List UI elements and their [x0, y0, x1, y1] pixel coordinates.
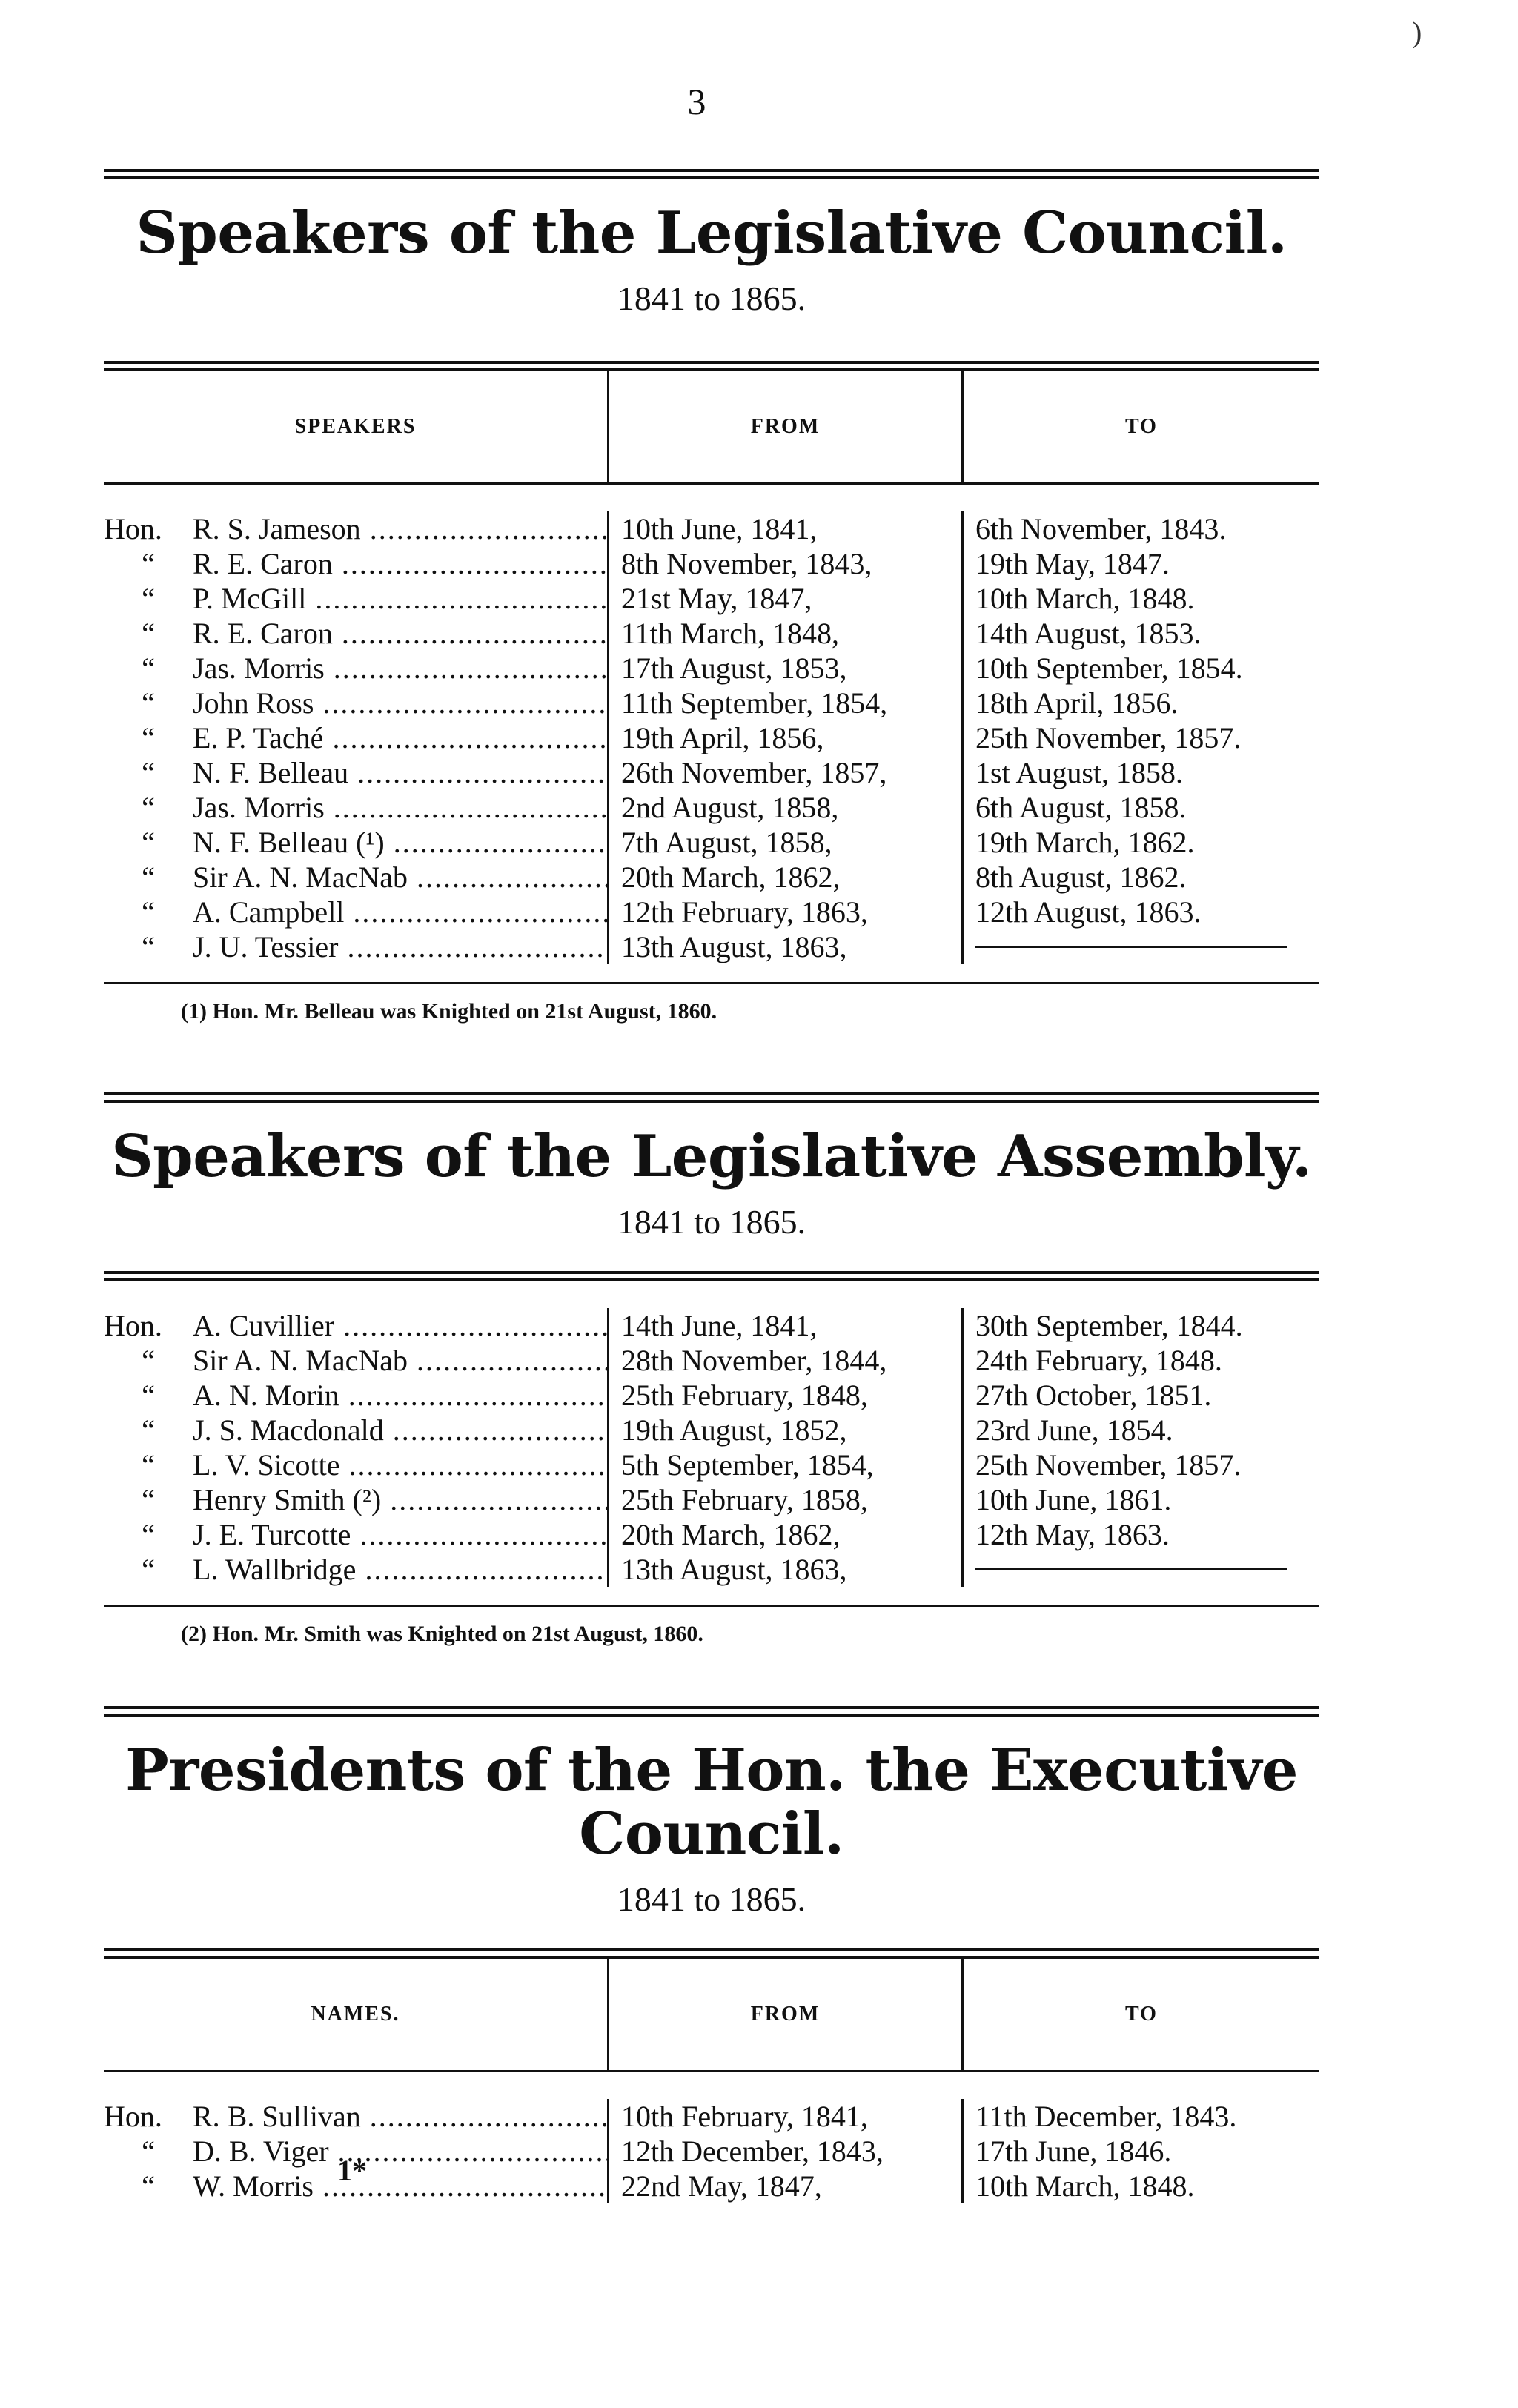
- name-cell: [104, 825, 609, 860]
- name-cell: [104, 1552, 609, 1587]
- person-name: A. N. Morin .....: [193, 1378, 607, 1413]
- from-date: 14th June, 1841,: [621, 1308, 818, 1342]
- to-cell: [964, 1378, 1319, 1413]
- to-cell: [964, 790, 1319, 825]
- person-name: R. B. Sullivan .....: [193, 2099, 607, 2134]
- table-row: [104, 929, 1319, 964]
- table-header: [104, 371, 1319, 485]
- header-speakers: SPEAKERS: [104, 371, 609, 482]
- name-cell: [104, 2099, 609, 2134]
- person-name: R. S. Jameson .....: [193, 511, 607, 546]
- name-prefix: “: [142, 616, 155, 650]
- from-date: 13th August, 1863,: [621, 929, 847, 963]
- from-cell: [609, 581, 964, 616]
- to-cell: [964, 511, 1319, 546]
- from-cell: [609, 1413, 964, 1447]
- table-row: [104, 1552, 1319, 1587]
- to-cell: [964, 755, 1319, 790]
- person-name: N. F. Belleau (¹) .....: [193, 825, 607, 860]
- to-cell: [964, 1343, 1319, 1378]
- header-to: TO: [1125, 414, 1158, 438]
- table-row: [104, 1517, 1319, 1552]
- to-cell: [964, 895, 1319, 929]
- name-cell: [104, 1447, 609, 1482]
- to-date: 23rd June, 1854.: [975, 1413, 1173, 1447]
- name-prefix: “: [142, 1343, 155, 1377]
- from-date: 12th December, 1843,: [621, 2134, 884, 2168]
- table-row: [104, 895, 1319, 929]
- to-cell: [964, 720, 1319, 755]
- from-date: 17th August, 1853,: [621, 651, 847, 685]
- from-date: 25th February, 1848,: [621, 1378, 868, 1412]
- to-date: 19th May, 1847.: [975, 546, 1170, 580]
- to-date: 10th March, 1848.: [975, 2169, 1195, 2203]
- name-prefix: “: [142, 1447, 155, 1482]
- from-cell: [609, 511, 964, 546]
- footnote: (1) Hon. Mr. Belleau was Knighted on 21st August, 1860.: [181, 998, 717, 1024]
- from-cell: [609, 790, 964, 825]
- from-date: 19th August, 1852,: [621, 1413, 847, 1447]
- section-legislative-assembly: [104, 1092, 1319, 1659]
- name-prefix: “: [142, 1552, 155, 1586]
- name-prefix: Hon.: [104, 1308, 162, 1342]
- table-top-rule: [104, 361, 1319, 371]
- name-prefix: “: [142, 1413, 155, 1447]
- from-date: 22nd May, 1847,: [621, 2169, 822, 2203]
- from-date: 19th April, 1856,: [621, 720, 824, 754]
- person-name: L. Wallbridge .....: [193, 1552, 607, 1587]
- table-row: [104, 1447, 1319, 1482]
- from-date: 11th September, 1854,: [621, 686, 888, 720]
- to-cell: [964, 2134, 1319, 2169]
- to-date: 24th February, 1848.: [975, 1343, 1222, 1377]
- from-cell: [609, 651, 964, 686]
- table-body: [104, 485, 1319, 984]
- from-date: 20th March, 1862,: [621, 860, 841, 894]
- person-name: N. F. Belleau .....: [193, 755, 607, 790]
- name-cell: [104, 511, 609, 546]
- from-date: 21st May, 1847,: [621, 581, 812, 615]
- section-years: 1841 to 1865.: [617, 279, 806, 317]
- to-cell: [964, 2169, 1319, 2203]
- name-prefix: “: [142, 1482, 155, 1516]
- from-date: 7th August, 1858,: [621, 825, 832, 859]
- name-cell: [104, 1343, 609, 1378]
- from-cell: [609, 1552, 964, 1587]
- from-date: 2nd August, 1858,: [621, 790, 839, 824]
- person-name: Jas. Morris .....: [193, 790, 607, 825]
- from-cell: [609, 2099, 964, 2134]
- name-prefix: “: [142, 1517, 155, 1551]
- footnote: (2) Hon. Mr. Smith was Knighted on 21st August, 1860.: [181, 1621, 703, 1646]
- speakers-table: [104, 1271, 1319, 1659]
- person-name: W. Morris .....: [193, 2169, 607, 2203]
- name-cell: [104, 686, 609, 720]
- to-date: 8th August, 1862.: [975, 860, 1187, 894]
- name-cell: [104, 1517, 609, 1552]
- to-cell: [964, 686, 1319, 720]
- person-name: A. Cuvillier .....: [193, 1308, 607, 1343]
- from-cell: [609, 1343, 964, 1378]
- name-prefix: “: [142, 929, 155, 963]
- to-cell: [964, 1552, 1319, 1587]
- name-prefix: “: [142, 651, 155, 685]
- person-name: E. P. Taché .....: [193, 720, 607, 755]
- name-cell: [104, 755, 609, 790]
- from-date: 8th November, 1843,: [621, 546, 872, 580]
- person-name: R. E. Caron .....: [193, 616, 607, 651]
- blank-dash: [975, 1568, 1287, 1570]
- section-legislative-council: [104, 169, 1319, 1036]
- from-date: 26th November, 1857,: [621, 755, 887, 789]
- to-date: 17th June, 1846.: [975, 2134, 1172, 2168]
- table-row: [104, 1343, 1319, 1378]
- table-row: [104, 720, 1319, 755]
- table-row: [104, 2169, 1319, 2203]
- to-cell: [964, 1517, 1319, 1552]
- person-name: Henry Smith (²) .....: [193, 1482, 607, 1517]
- to-cell: [964, 581, 1319, 616]
- section-executive-council: [104, 1706, 1319, 2221]
- name-cell: [104, 1413, 609, 1447]
- person-name: P. McGill .....: [193, 581, 607, 616]
- table-row: [104, 755, 1319, 790]
- to-date: 6th August, 1858.: [975, 790, 1187, 824]
- table-row: [104, 1308, 1319, 1343]
- person-name: D. B. Viger .....: [193, 2134, 607, 2169]
- name-prefix: “: [142, 546, 155, 580]
- from-cell: [609, 1482, 964, 1517]
- person-name: J. U. Tessier .....: [193, 929, 607, 964]
- name-prefix: Hon.: [104, 2099, 162, 2133]
- header-names: NAMES.: [104, 1959, 609, 2070]
- to-date: 14th August, 1853.: [975, 616, 1202, 650]
- section-title: Speakers of the Legislative Assembly.: [111, 1123, 1312, 1190]
- name-prefix: “: [142, 720, 155, 754]
- to-cell: [964, 1413, 1319, 1447]
- table-row: [104, 616, 1319, 651]
- to-date: 10th September, 1854.: [975, 651, 1243, 685]
- to-cell: [964, 1447, 1319, 1482]
- table-row: [104, 860, 1319, 895]
- name-prefix: “: [142, 2169, 155, 2203]
- name-prefix: “: [142, 1378, 155, 1412]
- from-date: 10th June, 1841,: [621, 511, 818, 545]
- name-prefix: “: [142, 2134, 155, 2168]
- to-cell: [964, 860, 1319, 895]
- to-date: 1st August, 1858.: [975, 755, 1184, 789]
- from-cell: [609, 825, 964, 860]
- from-cell: [609, 1517, 964, 1552]
- presidents-table: [104, 1948, 1319, 2221]
- double-rule: [104, 1706, 1319, 1717]
- from-cell: [609, 616, 964, 651]
- person-name: Sir A. N. MacNab .....: [193, 860, 607, 895]
- person-name: J. S. Macdonald .....: [193, 1413, 607, 1447]
- to-date: 10th March, 1848.: [975, 581, 1195, 615]
- page-number: 3: [687, 81, 706, 122]
- to-cell: [964, 1482, 1319, 1517]
- person-name: Jas. Morris .....: [193, 651, 607, 686]
- table-row: [104, 581, 1319, 616]
- person-name: J. E. Turcotte .....: [193, 1517, 607, 1552]
- table-row: [104, 1378, 1319, 1413]
- person-name: John Ross .....: [193, 686, 607, 720]
- name-cell: [104, 895, 609, 929]
- from-cell: [609, 546, 964, 581]
- table-row: [104, 790, 1319, 825]
- to-date: 11th December, 1843.: [975, 2099, 1237, 2133]
- person-name: A. Campbell .....: [193, 895, 607, 929]
- to-date: 18th April, 1856.: [975, 686, 1179, 720]
- name-prefix: Hon.: [104, 511, 162, 545]
- to-date: 19th March, 1862.: [975, 825, 1195, 859]
- name-prefix: “: [142, 581, 155, 615]
- table-body: [104, 2072, 1319, 2221]
- to-date: 6th November, 1843.: [975, 511, 1227, 545]
- from-cell: [609, 1447, 964, 1482]
- from-date: 12th February, 1863,: [621, 895, 868, 929]
- name-cell: [104, 616, 609, 651]
- table-row: [104, 2099, 1319, 2134]
- table-top-rule: [104, 1271, 1319, 1281]
- name-cell: [104, 1378, 609, 1413]
- section-title: Presidents of the Hon. the Executive Council.: [125, 1737, 1298, 1868]
- name-cell: [104, 790, 609, 825]
- table-row: [104, 651, 1319, 686]
- section-years: 1841 to 1865.: [617, 1202, 806, 1241]
- from-cell: [609, 1308, 964, 1343]
- to-cell: [964, 929, 1319, 964]
- from-cell: [609, 755, 964, 790]
- from-cell: [609, 860, 964, 895]
- from-cell: [609, 929, 964, 964]
- header-from: FROM: [609, 371, 964, 482]
- name-prefix: “: [142, 790, 155, 824]
- name-cell: [104, 581, 609, 616]
- name-cell: [104, 1482, 609, 1517]
- to-cell: [964, 546, 1319, 581]
- from-date: 28th November, 1844,: [621, 1343, 887, 1377]
- from-date: 13th August, 1863,: [621, 1552, 847, 1586]
- from-date: 20th March, 1862,: [621, 1517, 841, 1551]
- to-cell: [964, 651, 1319, 686]
- name-cell: [104, 929, 609, 964]
- header-from: FROM: [609, 1959, 964, 2070]
- signature-mark: 1*: [337, 2154, 367, 2187]
- person-name: L. V. Sicotte .....: [193, 1447, 607, 1482]
- table-row: [104, 1482, 1319, 1517]
- to-date: 12th August, 1863.: [975, 895, 1202, 929]
- name-prefix: “: [142, 895, 155, 929]
- to-date: 25th November, 1857.: [975, 1447, 1242, 1482]
- from-date: 25th February, 1858,: [621, 1482, 868, 1516]
- table-body: [104, 1281, 1319, 1607]
- from-cell: [609, 2134, 964, 2169]
- section-title: Speakers of the Legislative Council.: [136, 199, 1287, 267]
- to-cell: [964, 825, 1319, 860]
- to-cell: [964, 1308, 1319, 1343]
- person-name: R. E. Caron .....: [193, 546, 607, 581]
- from-cell: [609, 686, 964, 720]
- table-row: [104, 686, 1319, 720]
- to-date: 25th November, 1857.: [975, 720, 1242, 754]
- table-row: [104, 1413, 1319, 1447]
- from-cell: [609, 2169, 964, 2203]
- table-top-rule: [104, 1948, 1319, 1959]
- name-prefix: “: [142, 686, 155, 720]
- name-cell: [104, 720, 609, 755]
- table-row: [104, 546, 1319, 581]
- name-cell: [104, 1308, 609, 1343]
- double-rule: [104, 1092, 1319, 1103]
- table-row: [104, 511, 1319, 546]
- table-row: [104, 825, 1319, 860]
- to-date: 10th June, 1861.: [975, 1482, 1172, 1516]
- margin-mark: ): [1412, 16, 1422, 49]
- name-prefix: “: [142, 860, 155, 894]
- to-date: 30th September, 1844.: [975, 1308, 1243, 1342]
- table-header: [104, 1959, 1319, 2072]
- blank-dash: [975, 946, 1287, 948]
- from-date: 11th March, 1848,: [621, 616, 840, 650]
- name-cell: [104, 546, 609, 581]
- to-date: 27th October, 1851.: [975, 1378, 1212, 1412]
- to-cell: [964, 616, 1319, 651]
- to-date: 12th May, 1863.: [975, 1517, 1170, 1551]
- from-cell: [609, 895, 964, 929]
- name-cell: [104, 651, 609, 686]
- section-years: 1841 to 1865.: [617, 1880, 806, 1918]
- from-date: 10th February, 1841,: [621, 2099, 868, 2133]
- to-cell: [964, 2099, 1319, 2134]
- person-name: Sir A. N. MacNab .....: [193, 1343, 607, 1378]
- double-rule: [104, 169, 1319, 179]
- name-cell: [104, 860, 609, 895]
- table-row: [104, 2134, 1319, 2169]
- header-to: TO: [1125, 2002, 1158, 2026]
- from-cell: [609, 1378, 964, 1413]
- from-cell: [609, 720, 964, 755]
- speakers-table: [104, 361, 1319, 1036]
- name-prefix: “: [142, 755, 155, 789]
- from-date: 5th September, 1854,: [621, 1447, 874, 1482]
- name-prefix: “: [142, 825, 155, 859]
